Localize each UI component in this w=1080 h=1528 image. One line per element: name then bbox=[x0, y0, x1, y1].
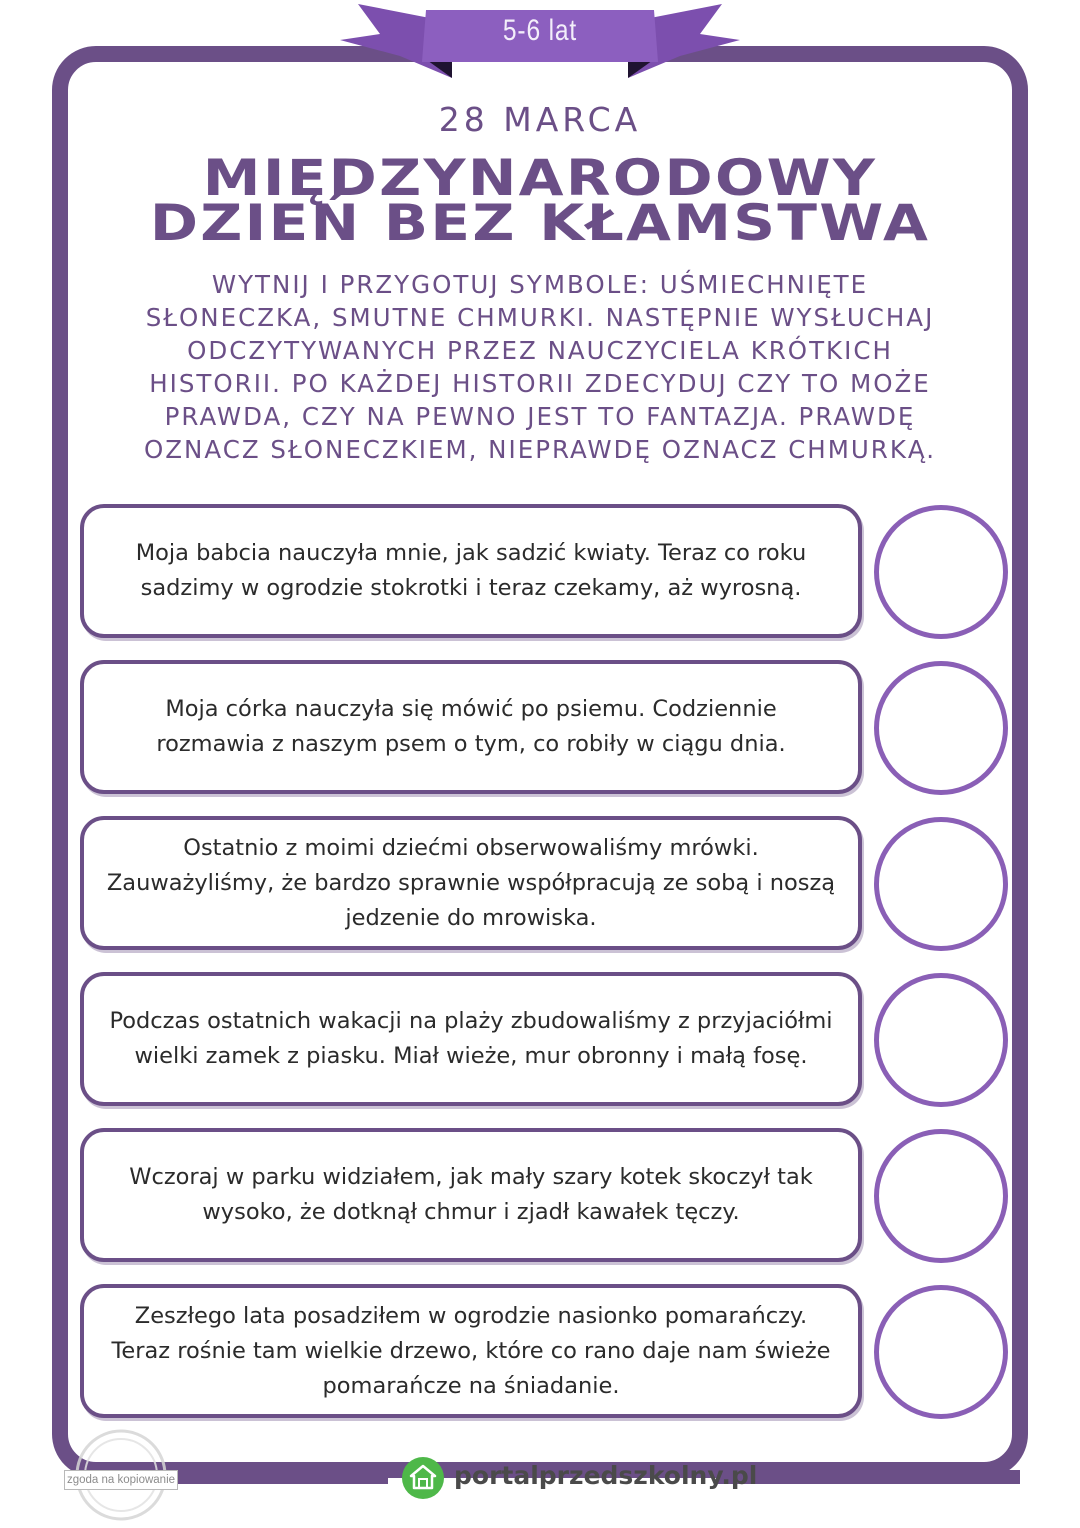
story-text bbox=[86, 1160, 856, 1230]
answer-circle-4[interactable] bbox=[874, 973, 1008, 1107]
page-title bbox=[0, 149, 1080, 252]
answer-circle-6[interactable] bbox=[874, 1285, 1008, 1419]
story-text bbox=[86, 1299, 856, 1404]
copy-permission-label: zgoda na kopiowanie bbox=[64, 1470, 178, 1490]
instruction-line: ODCZYTYWANYCH PRZEZ NAUCZYCIELA KRÓTKICH bbox=[187, 336, 893, 365]
instruction-line: SŁONECZKA, SMUTNE CHMURKI. NASTĘPNIE WYSŁUCHAJ bbox=[145, 303, 935, 332]
story-box-2 bbox=[80, 660, 862, 794]
story-box-5 bbox=[80, 1128, 862, 1262]
story-line: sadzimy w ogrodzie stokrotki i teraz czekamy, aż wyrosną. bbox=[140, 575, 802, 601]
story-box-3 bbox=[80, 816, 862, 950]
title-line-1: MIĘDZYNARODOWY bbox=[202, 149, 878, 207]
story-line: pomarańcze na śniadanie. bbox=[322, 1372, 620, 1399]
story-line: Teraz rośnie tam wielkie drzewo, które co rano daje nam świeże bbox=[111, 1337, 831, 1364]
age-badge: 5-6 lat bbox=[502, 14, 578, 47]
event-date: 28 MARCA bbox=[438, 100, 642, 139]
home-icon bbox=[402, 1457, 444, 1499]
site-tld: .pl bbox=[721, 1461, 758, 1490]
footer-line-right bbox=[716, 1470, 1020, 1484]
title-line-2: DZIEŃ BEZ KŁAMSTWA bbox=[149, 194, 931, 252]
instruction-text bbox=[100, 268, 980, 466]
story-line: Moja córka nauczyła się mówić po psiemu. Codziennie bbox=[165, 696, 777, 722]
story-line: Ostatnio z moimi dziećmi obserwowaliśmy mrówki. bbox=[183, 834, 759, 861]
story-text bbox=[86, 831, 856, 936]
story-line: wielki zamek z piasku. Miał wieże, mur obronny i małą fosę. bbox=[134, 1043, 808, 1069]
instruction-line: HISTORII. PO KAŻDEJ HISTORII ZDECYDUJ CZY TO MOŻE bbox=[149, 369, 931, 398]
story-line: Moja babcia nauczyła mnie, jak sadzić kwiaty. Teraz co roku bbox=[135, 540, 807, 566]
site-logo-text[interactable] bbox=[454, 1458, 757, 1494]
story-line: Zauważyliśmy, że bardzo sprawnie współpracują ze sobą i noszą bbox=[106, 869, 836, 896]
story-box-1 bbox=[80, 504, 862, 638]
story-text bbox=[86, 692, 856, 762]
story-box-6 bbox=[80, 1284, 862, 1418]
answer-circle-1[interactable] bbox=[874, 505, 1008, 639]
story-line: jedzenie do mrowiska. bbox=[345, 904, 597, 931]
story-line: Podczas ostatnich wakacji na plaży zbudowaliśmy z przyjaciółmi bbox=[109, 1008, 833, 1034]
story-line: wysoko, że dotknął chmur i zjadł kawałek tęczy. bbox=[202, 1199, 740, 1225]
site-name: portalprzedszkolny bbox=[454, 1461, 722, 1490]
answer-circle-2[interactable] bbox=[874, 661, 1008, 795]
footer-line-left bbox=[178, 1470, 388, 1484]
instruction-line: PRAWDA, CZY NA PEWNO JEST TO FANTAZJA. PRAWDĘ bbox=[164, 402, 916, 431]
story-line: rozmawia z naszym psem o tym, co robiły w ciągu dnia. bbox=[156, 731, 786, 757]
story-text bbox=[86, 536, 856, 606]
story-line: Zeszłego lata posadziłem w ogrodzie nasionko pomarańczy. bbox=[134, 1302, 808, 1329]
story-text bbox=[86, 1004, 856, 1074]
answer-circle-5[interactable] bbox=[874, 1129, 1008, 1263]
answer-circle-3[interactable] bbox=[874, 817, 1008, 951]
instruction-line: OZNACZ SŁONECZKIEM, NIEPRAWDĘ OZNACZ CHMURKĄ. bbox=[143, 435, 937, 464]
instruction-line: WYTNIJ I PRZYGOTUJ SYMBOLE: UŚMIECHNIĘTE bbox=[211, 270, 869, 299]
story-box-4 bbox=[80, 972, 862, 1106]
story-line: Wczoraj w parku widziałem, jak mały szary kotek skoczył tak bbox=[129, 1164, 813, 1190]
